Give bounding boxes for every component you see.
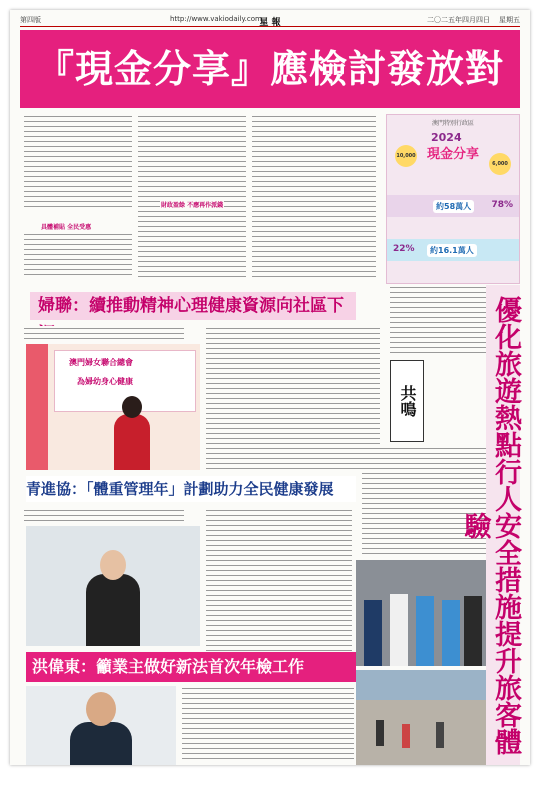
infographic-cash-label: 現金分享 — [427, 147, 480, 162]
article-text — [182, 686, 354, 762]
article-text — [24, 114, 132, 209]
article-text — [362, 446, 486, 556]
person-head — [86, 692, 116, 726]
subhead: 財政盈餘 不應再作派錢 — [161, 202, 224, 209]
section-title: 婦聯：續推動精神心理健康資源向社區下 — [30, 292, 356, 320]
masthead: 星 報 — [259, 18, 281, 28]
column-logo: 共鳴 — [390, 360, 424, 442]
page-header — [20, 14, 520, 27]
subhead: 具體補貼 全民受惠 — [41, 224, 92, 231]
stat-count: 約58萬人 — [433, 200, 474, 213]
street-photo — [356, 670, 486, 765]
sign-text: 澳門婦女聯合總會 — [69, 358, 133, 367]
article-text — [24, 508, 184, 524]
pedestrian — [376, 720, 384, 746]
sign-text-2: 為婦幼身心健康 — [77, 377, 133, 386]
street-photo — [356, 560, 486, 666]
pedestrian — [436, 722, 444, 748]
article-text — [138, 114, 246, 279]
person-figure — [442, 600, 460, 666]
article-text — [390, 285, 486, 355]
person-figure — [70, 722, 132, 765]
stat-percent: 78% — [491, 200, 513, 210]
infographic-title: 澳門特別行政區 — [431, 120, 474, 127]
person-figure — [86, 574, 140, 646]
page-weekday: 星期五 — [499, 16, 520, 24]
side-headline: 優化旅遊熱點行人安全措施提升旅客體驗 — [486, 285, 520, 765]
infographic-year: 2024 — [431, 131, 462, 144]
portrait-photo — [26, 526, 200, 646]
page-date: 二〇二五年四月四日 — [427, 16, 490, 24]
page-number: 第四版 — [20, 16, 41, 24]
section-title: 青進協：「體重管理年」計劃助力全民健康發展 — [26, 476, 356, 502]
stat-count: 約16.1萬人 — [427, 244, 477, 257]
article-text — [206, 326, 380, 470]
section-title: 洪偉東：籲業主做好新法首次年檢工作 — [26, 652, 356, 682]
newspaper-page — [10, 10, 530, 765]
person-head — [100, 550, 126, 580]
stat-bar — [387, 195, 519, 217]
person-figure — [114, 414, 150, 470]
article-text — [206, 508, 352, 658]
sky — [356, 670, 486, 700]
event-photo — [26, 344, 200, 470]
person-figure — [364, 600, 382, 666]
article-text — [252, 114, 376, 279]
person-figure — [390, 594, 408, 666]
stat-percent: 22% — [393, 244, 415, 254]
portrait-photo — [26, 686, 176, 765]
decor-panel — [26, 344, 48, 470]
cash-share-infographic — [386, 114, 520, 284]
amount-badge: 10,000 — [395, 145, 417, 167]
person-figure — [416, 596, 434, 666]
person-figure — [464, 596, 482, 666]
stat-bar — [387, 239, 519, 261]
page-url[interactable]: http://www.vakiodaily.com — [170, 15, 262, 23]
main-headline: 『現金分享』應檢討發放對 — [20, 30, 520, 108]
pedestrian — [402, 724, 410, 748]
person-head — [122, 396, 142, 418]
article-text — [24, 326, 184, 342]
article-text — [24, 232, 132, 279]
amount-badge: 6,000 — [489, 153, 511, 175]
